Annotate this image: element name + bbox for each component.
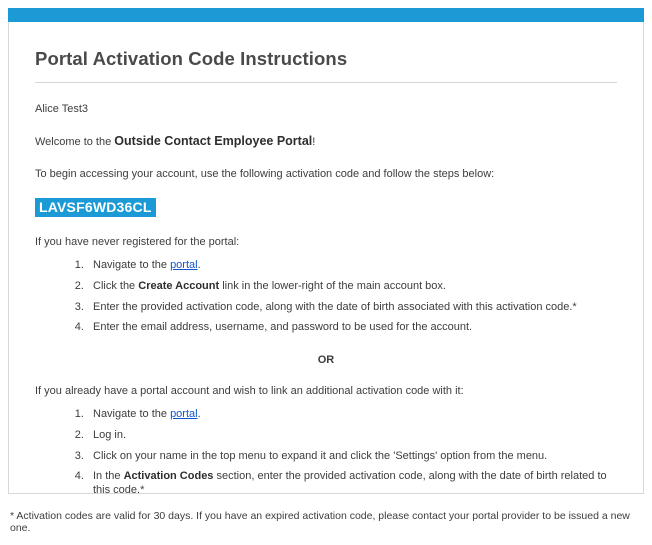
step-text-pre: Click on your name in the top menu to expand it and click the 'Settings' option from the menu. xyxy=(93,449,548,462)
step-text-post: link in the lower-right of the main account box. xyxy=(219,279,446,292)
welcome-prefix: Welcome to the xyxy=(35,136,112,148)
page-title: Portal Activation Code Instructions xyxy=(35,48,617,83)
page-container xyxy=(0,8,652,545)
activation-code: LAVSF6WD36CL xyxy=(35,198,156,217)
step-text-bold: Create Account xyxy=(138,279,220,292)
list-item xyxy=(87,280,617,294)
welcome-line xyxy=(35,134,617,148)
step-text-pre: Enter the provided activation code, along with the date of birth associated with this activation code.* xyxy=(93,300,577,313)
accent-bar xyxy=(8,8,644,22)
portal-link[interactable]: portal xyxy=(170,259,198,271)
list-item xyxy=(87,301,617,315)
step-text-post: . xyxy=(197,259,201,271)
section-two-steps xyxy=(35,408,617,498)
or-divider: OR xyxy=(317,354,335,366)
list-item xyxy=(87,259,617,273)
footnote: * Activation codes are valid for 30 days. If you have an expired activation code, please contact your portal provider to be issued a new one. xyxy=(10,510,630,534)
intro-text: To begin accessing your account, use the following activation code and follow the steps below: xyxy=(35,168,495,180)
step-text-pre: Log in. xyxy=(93,428,127,441)
section-one-lead: If you have never registered for the portal: xyxy=(35,236,240,248)
recipient-name: Alice Test3 xyxy=(35,103,88,115)
list-item xyxy=(87,408,617,422)
step-text-pre: Enter the email address, username, and password to be used for the account. xyxy=(93,321,473,334)
section-two-lead: If you already have a portal account and wish to link an additional activation code with it: xyxy=(35,385,464,397)
list-item xyxy=(87,429,617,443)
portal-name: Outside Contact Employee Portal xyxy=(114,134,313,148)
welcome-suffix: ! xyxy=(312,136,316,148)
portal-link[interactable]: portal xyxy=(170,408,198,420)
list-item xyxy=(87,321,617,335)
section-one-steps xyxy=(35,259,617,335)
step-text-bold: Activation Codes xyxy=(123,470,214,483)
list-item xyxy=(87,450,617,464)
step-text-pre: In the xyxy=(93,470,124,483)
activation-code-wrap xyxy=(35,198,617,217)
step-text-post: section, enter the provided activation code, along with the date of birth related to this code.* xyxy=(93,470,607,496)
step-text-pre: Click the xyxy=(93,279,139,292)
step-text-pre: Navigate to the xyxy=(93,259,171,271)
step-text-pre: Navigate to the xyxy=(93,408,171,420)
step-text-post: . xyxy=(197,408,201,420)
instructions-card xyxy=(8,22,644,494)
list-item xyxy=(87,470,617,498)
